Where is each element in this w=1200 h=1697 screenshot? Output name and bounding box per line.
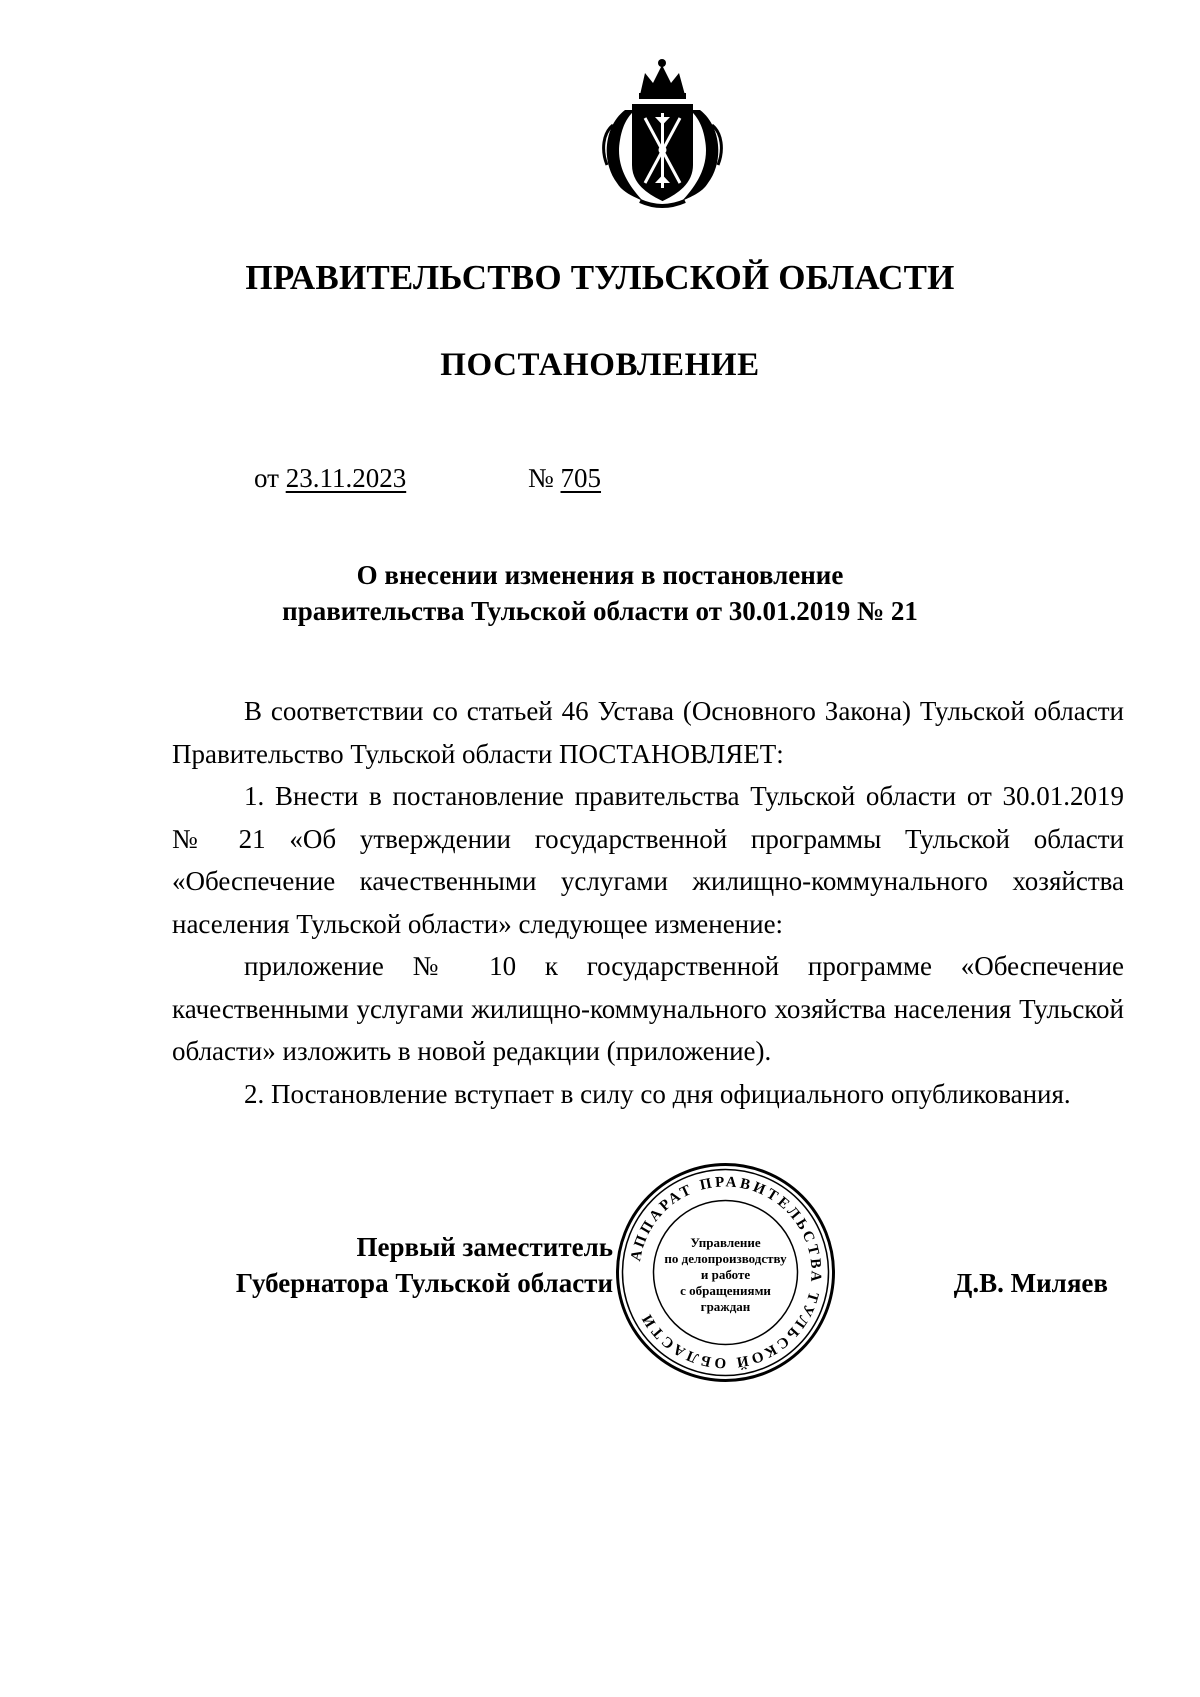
document-subject xyxy=(0,557,1200,629)
seal-inner-line-4: с обращениями xyxy=(680,1283,771,1298)
seal-ring-text: АППАРАТ ПРАВИТЕЛЬСТВА ТУЛЬСКОЙ ОБЛАСТИ xyxy=(628,1174,824,1371)
body-paragraph-1: В соответствии со статьей 46 Устава (Основного Закона) Тульской области Правительство Тульской области ПОСТАНОВЛЯЕТ: xyxy=(172,696,1124,769)
subject-line-2: правительства Тульской области от 30.01.2019 № 21 xyxy=(282,596,918,626)
seal-inner-text xyxy=(663,1235,788,1315)
seal-inner-line-3: и работе xyxy=(700,1267,751,1282)
body-paragraph-3: приложение № 10 к государственной программе «Обеспечение качественными услугами жилищно-коммунального хозяйства населения Тульской области» изложить в новой редакции (приложение). xyxy=(172,951,1124,1066)
seal-inner-line-1: Управление xyxy=(690,1235,761,1250)
signatory-position-line-2: Губернатора Тульской области xyxy=(235,1268,613,1298)
document-type-title: ПОСТАНОВЛЕНИЕ xyxy=(440,347,760,383)
date-value: 23.11.2023 xyxy=(285,463,407,493)
organization-title: ПРАВИТЕЛЬСТВО ТУЛЬСКОЙ ОБЛАСТИ xyxy=(245,258,955,297)
subject-line-1: О внесении изменения в постановление xyxy=(356,560,844,590)
body-paragraph-4: 2. Постановление вступает в силу со дня официального опубликования. xyxy=(244,1078,1071,1109)
official-seal-stamp xyxy=(608,1160,843,1385)
body-paragraph-2: 1. Внести в постановление правительства Тульской области от 30.01.2019 № 21 «Об утверждении государственной программы Тульской области «Обеспечение качественными услугами жилищно-коммунального хозяйства населения Тульской области» следующее изменение: xyxy=(172,781,1124,939)
signatory-position-line-1: Первый заместитель xyxy=(356,1232,613,1262)
date-prefix: от xyxy=(254,463,279,493)
coat-of-arms-icon xyxy=(595,55,730,210)
document-date xyxy=(254,462,406,494)
signatory-name: Д.В. Миляев xyxy=(953,1268,1108,1298)
number-prefix: № xyxy=(528,463,554,493)
seal-inner-line-5: граждан xyxy=(700,1299,751,1314)
signatory-position xyxy=(195,1229,613,1301)
number-value: 705 xyxy=(560,463,602,493)
coat-of-arms-emblem xyxy=(595,55,730,210)
seal-inner-line-2: по делопроизводству xyxy=(664,1251,787,1266)
document-body xyxy=(172,690,1124,1115)
document-number xyxy=(528,462,601,494)
